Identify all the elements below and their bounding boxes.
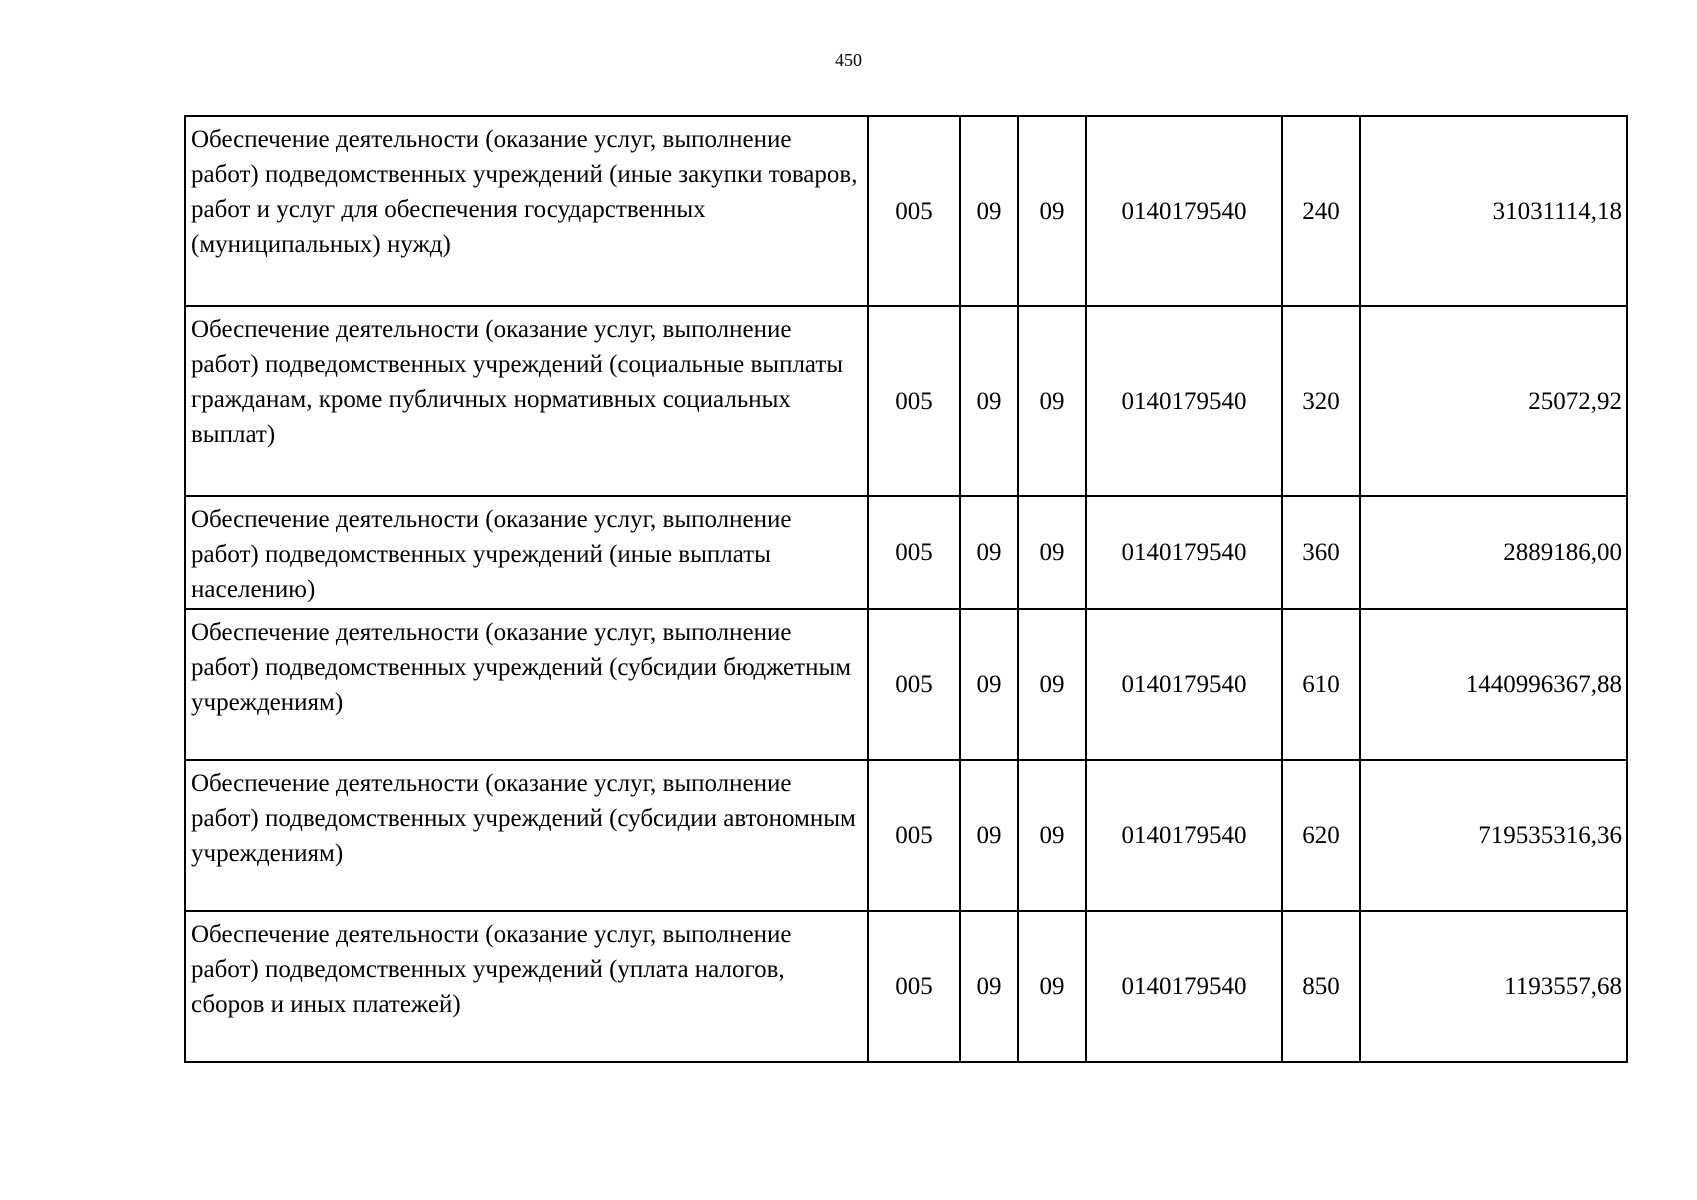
expense-type-cell: 610 — [1282, 609, 1360, 760]
section-code-cell: 09 — [960, 306, 1018, 496]
subsection-code-cell: 09 — [1018, 760, 1086, 911]
section-code-cell: 09 — [960, 911, 1018, 1062]
section-code-cell: 09 — [960, 760, 1018, 911]
target-article-cell: 0140179540 — [1086, 306, 1282, 496]
subsection-code-cell: 09 — [1018, 609, 1086, 760]
ministry-code-cell: 005 — [868, 911, 960, 1062]
description-cell: Обеспечение деятельности (оказание услуг, выполнение работ) подведомственных учреждений (иные закупки товаров, работ и услуг для обеспечения государственных (муниципальных) нужд) — [185, 116, 868, 306]
description-cell: Обеспечение деятельности (оказание услуг, выполнение работ) подведомственных учреждений (социальные выплаты гражданам, кроме публичных нормативных социальных выплат) — [185, 306, 868, 496]
page-number: 450 — [835, 50, 862, 70]
table-row — [185, 760, 1627, 911]
description-cell: Обеспечение деятельности (оказание услуг, выполнение работ) подведомственных учреждений (субсидии автономным учреждениям) — [185, 760, 868, 911]
expense-type-cell: 320 — [1282, 306, 1360, 496]
budget-table — [184, 115, 1628, 1063]
ministry-code-cell: 005 — [868, 496, 960, 609]
ministry-code-cell: 005 — [868, 760, 960, 911]
table-row — [185, 911, 1627, 1062]
subsection-code-cell: 09 — [1018, 911, 1086, 1062]
amount-cell: 719535316,36 — [1360, 760, 1627, 911]
expense-type-cell: 850 — [1282, 911, 1360, 1062]
amount-cell: 25072,92 — [1360, 306, 1627, 496]
description-cell: Обеспечение деятельности (оказание услуг, выполнение работ) подведомственных учреждений (уплата налогов, сборов и иных платежей) — [185, 911, 868, 1062]
table-row — [185, 496, 1627, 609]
description-cell: Обеспечение деятельности (оказание услуг, выполнение работ) подведомственных учреждений (иные выплаты населению) — [185, 496, 868, 609]
target-article-cell: 0140179540 — [1086, 760, 1282, 911]
section-code-cell: 09 — [960, 116, 1018, 306]
subsection-code-cell: 09 — [1018, 116, 1086, 306]
target-article-cell: 0140179540 — [1086, 116, 1282, 306]
ministry-code-cell: 005 — [868, 609, 960, 760]
target-article-cell: 0140179540 — [1086, 911, 1282, 1062]
expense-type-cell: 240 — [1282, 116, 1360, 306]
target-article-cell: 0140179540 — [1086, 496, 1282, 609]
section-code-cell: 09 — [960, 496, 1018, 609]
table-row — [185, 116, 1627, 306]
target-article-cell: 0140179540 — [1086, 609, 1282, 760]
table-row — [185, 306, 1627, 496]
section-code-cell: 09 — [960, 609, 1018, 760]
ministry-code-cell: 005 — [868, 116, 960, 306]
table-row — [185, 609, 1627, 760]
expense-type-cell: 360 — [1282, 496, 1360, 609]
ministry-code-cell: 005 — [868, 306, 960, 496]
amount-cell: 2889186,00 — [1360, 496, 1627, 609]
amount-cell: 1193557,68 — [1360, 911, 1627, 1062]
subsection-code-cell: 09 — [1018, 496, 1086, 609]
expense-type-cell: 620 — [1282, 760, 1360, 911]
subsection-code-cell: 09 — [1018, 306, 1086, 496]
amount-cell: 31031114,18 — [1360, 116, 1627, 306]
description-cell: Обеспечение деятельности (оказание услуг, выполнение работ) подведомственных учреждений (субсидии бюджетным учреждениям) — [185, 609, 868, 760]
amount-cell: 1440996367,88 — [1360, 609, 1627, 760]
